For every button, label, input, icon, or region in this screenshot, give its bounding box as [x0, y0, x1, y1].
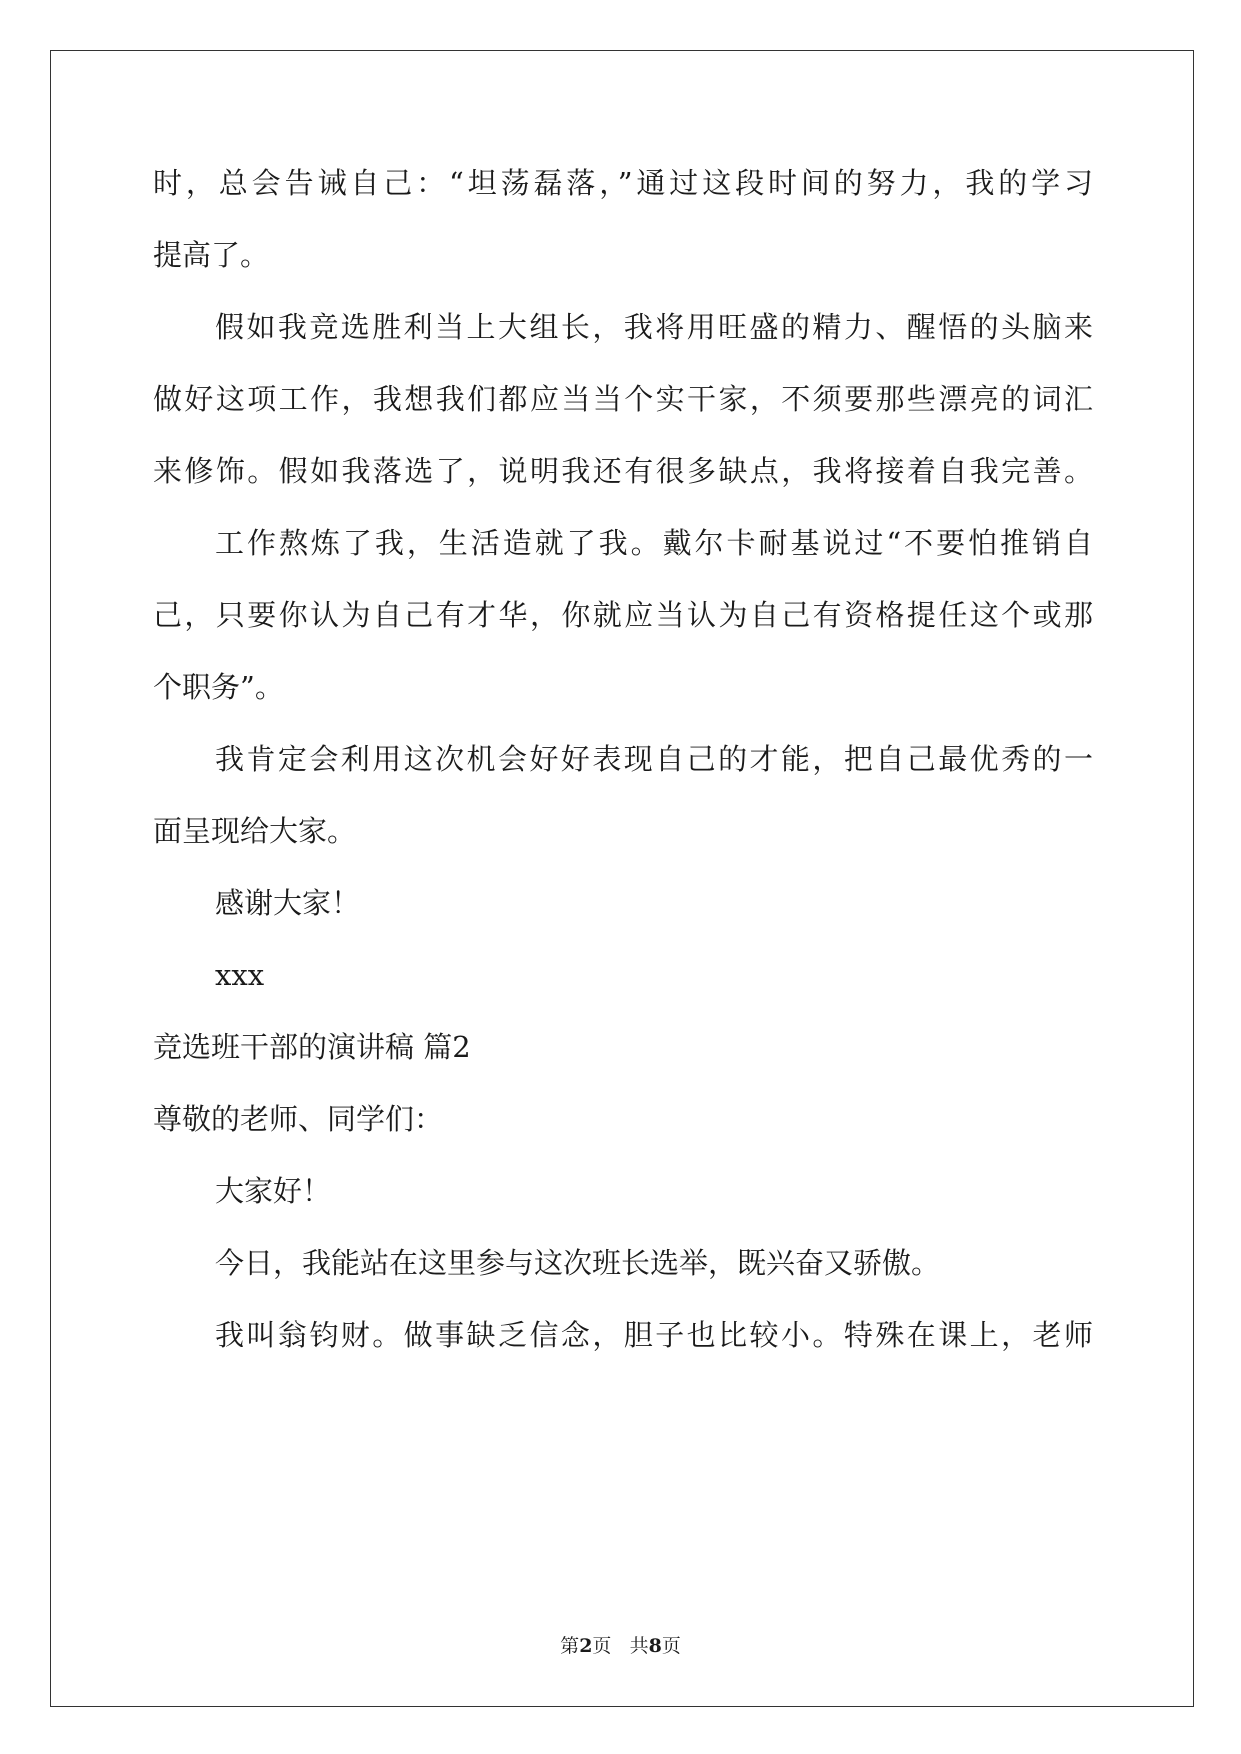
text-line: 己，只要你认为自己有才华，你就应当认为自己有资格提任这个或那 [153, 598, 1093, 632]
page-label-suffix: 页 [592, 1635, 612, 1657]
page-label-prefix: 第 [560, 1635, 580, 1657]
page-footer [0, 1634, 1241, 1658]
total-label-prefix: 共 [629, 1635, 649, 1657]
section-heading: 竞选班干部的演讲稿 篇2 [153, 1030, 471, 1064]
text-line: 来修饰。假如我落选了，说明我还有很多缺点，我将接着自我完善。 [153, 454, 1093, 488]
text-line: 时，总会告诫自己：“坦荡磊落，”通过这段时间的努力，我的学习 [153, 166, 1093, 200]
text-line: 面呈现给大家。 [153, 814, 357, 848]
text-line: 今日，我能站在这里参与这次班长选举，既兴奋又骄傲。 [215, 1246, 941, 1280]
total-label-suffix: 页 [661, 1635, 681, 1657]
text-line: 感谢大家！ [215, 886, 361, 920]
page-number: 2 [579, 1635, 593, 1657]
greeting: 大家好！ [215, 1174, 332, 1208]
text-line: 提高了。 [153, 238, 270, 272]
page-border [50, 50, 1194, 1707]
total-pages: 8 [648, 1635, 662, 1657]
text-line: xxx [215, 958, 265, 992]
text-line: 我肯定会利用这次机会好好表现自己的才能，把自己最优秀的一 [215, 742, 1093, 776]
salutation: 尊敬的老师、同学们： [153, 1102, 444, 1136]
text-line: 个职务”。 [153, 670, 284, 704]
text-line: 我叫翁钧财。做事缺乏信念，胆子也比较小。特殊在课上，老师 [215, 1318, 1093, 1352]
text-line: 做好这项工作，我想我们都应当当个实干家，不须要那些漂亮的词汇 [153, 382, 1093, 416]
text-line: 假如我竞选胜利当上大组长，我将用旺盛的精力、醒悟的头脑来 [215, 310, 1093, 344]
text-line: 工作熬炼了我，生活造就了我。戴尔卡耐基说过“不要怕推销自 [215, 526, 1093, 560]
